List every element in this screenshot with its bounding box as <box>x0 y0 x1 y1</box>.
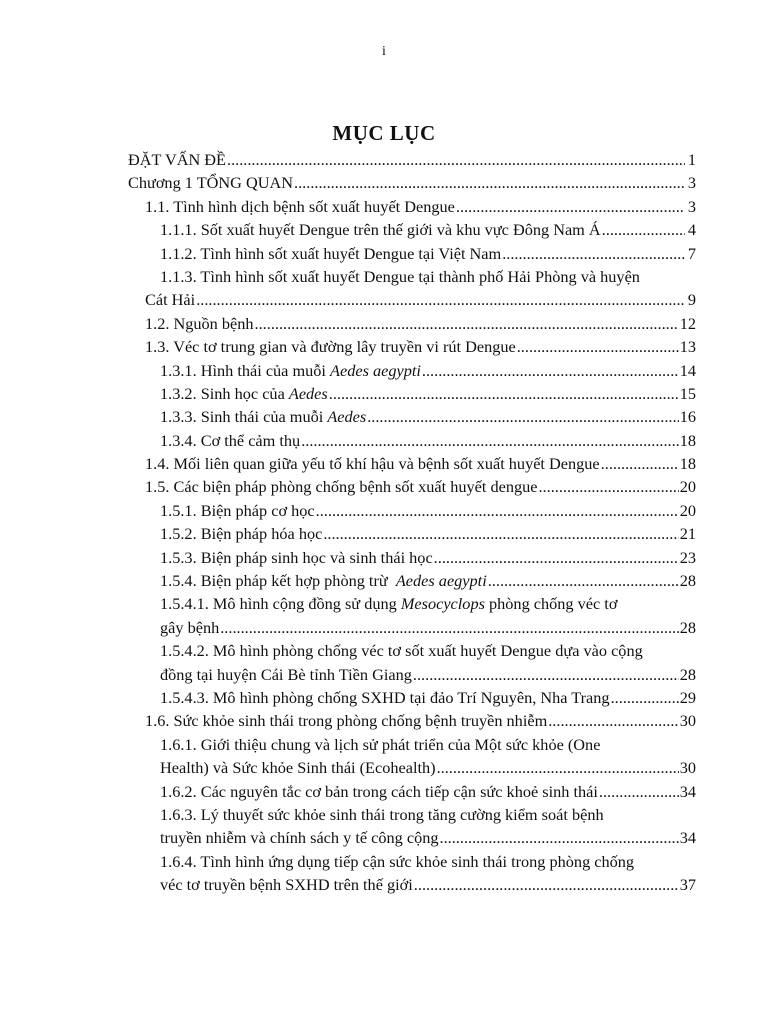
toc-entry-page: 37 <box>679 875 696 895</box>
toc-title: MỤC LỤC <box>332 121 436 145</box>
toc-entry-page: 28 <box>679 617 696 637</box>
toc-entry-page: 9 <box>687 290 696 310</box>
toc-entry-page: 18 <box>679 454 696 474</box>
dot-leader <box>413 665 679 685</box>
toc-entry-text: 1.5.2. Biện pháp hóa học <box>160 524 323 544</box>
toc-entry-page: 23 <box>679 547 696 567</box>
dot-leader <box>437 758 679 778</box>
toc-entry[interactable] <box>128 407 696 430</box>
toc-entry-page: 28 <box>679 571 696 591</box>
toc-entry-page: 3 <box>687 173 696 193</box>
toc-entry-text: 1.6. Sức khỏe sinh thái trong phòng chống bệnh truyền nhiễm <box>145 711 548 731</box>
toc-entry[interactable] <box>128 314 696 337</box>
dot-leader <box>414 875 679 895</box>
toc-entry-page: 12 <box>679 313 696 333</box>
toc-entry-text: 1.1. Tình hình dịch bệnh sốt xuất huyết Dengue <box>145 196 455 216</box>
toc-entry[interactable] <box>128 828 696 851</box>
dot-leader <box>227 150 685 170</box>
toc-entry-page: 13 <box>679 337 696 357</box>
toc-entry-text: 1.5. Các biện pháp phòng chống bệnh sốt xuất huyết dengue <box>145 477 538 497</box>
toc-entry[interactable] <box>128 244 696 267</box>
dot-leader <box>329 384 679 404</box>
toc-entry-page: 3 <box>687 196 696 216</box>
dot-leader <box>220 618 678 638</box>
dot-leader <box>502 244 685 264</box>
dot-leader <box>323 524 678 544</box>
toc-entry-text: 1.3.2. Sinh học của Aedes <box>160 383 328 403</box>
dot-leader <box>488 571 679 591</box>
dot-leader <box>538 477 678 497</box>
toc-entry-text: 1.5.4. Biện pháp kết hợp phòng trừ Aedes aegypti <box>160 571 487 591</box>
toc-entry-text: 1.4. Mối liên quan giữa yếu tố khí hậu và bệnh sốt xuất huyết Dengue <box>145 454 600 474</box>
toc-entry-line1[interactable]: 1.6.1. Giới thiệu chung và lịch sử phát triển của Một sức khỏe (One <box>160 734 601 754</box>
dot-leader <box>517 337 679 357</box>
toc-entry[interactable] <box>128 711 696 734</box>
dot-leader <box>440 828 679 848</box>
dot-leader <box>301 431 679 451</box>
toc-entry[interactable] <box>128 524 696 547</box>
toc-entry-text: 1.1.2. Tình hình sốt xuất huyết Dengue tại Việt Nam <box>160 243 502 263</box>
toc-entry-text: 1.3.4. Cơ thể cảm thụ <box>160 430 301 450</box>
toc-entry-page: 1 <box>687 150 696 169</box>
toc-entry[interactable] <box>128 548 696 571</box>
toc-entry-line1[interactable]: 1.1.3. Tình hình sốt xuất huyết Dengue tại thành phố Hải Phòng và huyện <box>160 266 640 286</box>
toc-entry-text: 1.2. Nguồn bệnh <box>145 313 254 333</box>
toc-entry-page: 20 <box>679 500 696 520</box>
toc-entry-line1[interactable]: 1.5.4.2. Mô hình phòng chống véc tơ sốt xuất huyết Dengue dựa vào cộng <box>160 641 643 661</box>
toc-entry-text: ĐẶT VẤN ĐỀ <box>128 150 226 169</box>
toc-entry-text: gây bệnh <box>160 617 220 637</box>
toc-entry-text: 1.5.4.3. Mô hình phòng chống SXHD tại đảo Trí Nguyên, Nha Trang <box>160 687 610 707</box>
dot-leader <box>601 454 679 474</box>
dot-leader <box>456 197 685 217</box>
toc-entry-page: 16 <box>679 407 696 427</box>
toc-entry-page: 30 <box>679 711 696 731</box>
toc-entry[interactable] <box>128 782 696 805</box>
dot-leader <box>367 407 679 427</box>
toc-entry-page: 4 <box>687 220 696 240</box>
dot-leader <box>294 173 685 193</box>
toc-entry-line1[interactable]: 1.6.3. Lý thuyết sức khỏe sinh thái trong tăng cường kiểm soát bệnh <box>160 804 604 824</box>
dot-leader <box>255 314 679 334</box>
toc-entry[interactable] <box>128 501 696 524</box>
toc-entry[interactable] <box>128 290 696 313</box>
toc-entry-text: 1.6.2. Các nguyên tắc cơ bản trong cách tiếp cận sức khoẻ sinh thái <box>160 781 598 801</box>
toc-entry-text: 1.3. Véc tơ trung gian và đường lây truyền vi rút Dengue <box>145 337 516 357</box>
dot-leader <box>316 501 679 521</box>
toc-entry[interactable] <box>128 875 696 898</box>
dot-leader <box>599 782 679 802</box>
toc-entry-page: 21 <box>679 524 696 544</box>
toc-entry-text: 1.3.3. Sinh thái của muỗi Aedes <box>160 407 367 427</box>
toc-entry-page: 34 <box>679 828 696 848</box>
toc-entry-page: 28 <box>679 664 696 684</box>
toc-entry-text: 1.5.3. Biện pháp sinh học và sinh thái học <box>160 547 433 567</box>
toc-entry-line1[interactable]: 1.6.4. Tình hình ứng dụng tiếp cận sức khỏe sinh thái trong phòng chống <box>160 851 635 871</box>
dot-leader <box>548 711 678 731</box>
dot-leader <box>602 220 685 240</box>
toc-entry-page: 34 <box>679 781 696 801</box>
toc-entry-page: 30 <box>679 758 696 778</box>
page-number: i <box>382 44 386 59</box>
toc-entry[interactable] <box>128 337 696 360</box>
table-of-contents <box>128 150 696 899</box>
toc-entry-page: 20 <box>679 477 696 497</box>
toc-entry-text: đồng tại huyện Cái Bè tỉnh Tiền Giang <box>160 664 412 684</box>
toc-entry-text: 1.5.1. Biện pháp cơ học <box>160 500 315 520</box>
toc-entry-text: 1.3.1. Hình thái của muỗi Aedes aegypti <box>160 360 421 380</box>
toc-entry-page: 15 <box>679 383 696 403</box>
toc-entry[interactable] <box>128 477 696 500</box>
toc-entry[interactable] <box>128 571 696 594</box>
toc-entry[interactable] <box>128 454 696 477</box>
toc-entry[interactable] <box>128 758 696 781</box>
toc-entry[interactable] <box>128 220 696 243</box>
toc-entry-page: 29 <box>679 687 696 707</box>
dot-leader <box>196 290 685 310</box>
toc-entry-text: truyền nhiễm và chính sách y tế công cộng <box>160 828 439 848</box>
toc-entry[interactable] <box>128 431 696 454</box>
toc-entry-text: 1.1.1. Sốt xuất huyết Dengue trên thế giới và khu vực Đông Nam Á <box>160 220 601 240</box>
toc-entry-page: 14 <box>679 360 696 380</box>
toc-entry-page: 7 <box>687 243 696 263</box>
dot-leader <box>422 361 679 381</box>
toc-entry[interactable] <box>128 618 696 641</box>
toc-entry[interactable] <box>128 688 696 711</box>
toc-entry[interactable] <box>128 665 696 688</box>
toc-entry-page: 18 <box>679 430 696 450</box>
toc-entry[interactable] <box>128 150 696 173</box>
toc-entry[interactable] <box>128 173 696 196</box>
toc-entry[interactable] <box>128 197 696 220</box>
dot-leader <box>611 688 679 708</box>
toc-entry-text: Chương 1 TỔNG QUAN <box>128 173 294 193</box>
toc-entry-text: Cát Hải <box>145 290 196 310</box>
toc-entry[interactable] <box>128 384 696 407</box>
dot-leader <box>434 548 679 568</box>
toc-entry[interactable] <box>128 361 696 384</box>
toc-entry-text: véc tơ truyền bệnh SXHD trên thế giới <box>160 875 413 895</box>
toc-entry-line1[interactable]: 1.5.4.1. Mô hình cộng đồng sử dụng Mesocyclops phòng chống véc tơ <box>160 594 618 614</box>
toc-entry-text: Health) và Sức khỏe Sinh thái (Ecohealth) <box>160 758 436 778</box>
